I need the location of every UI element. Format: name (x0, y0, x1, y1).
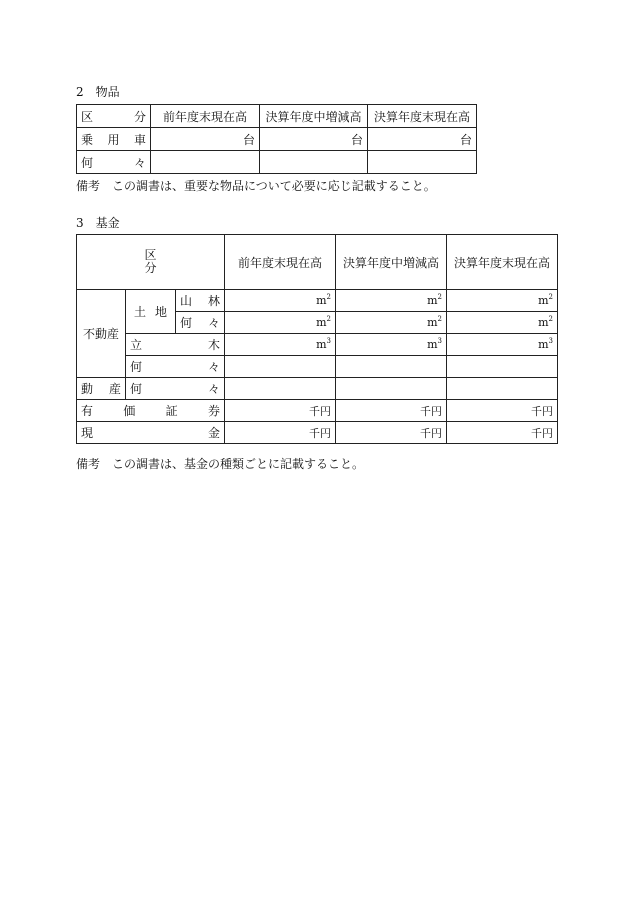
unit-cell (447, 312, 558, 334)
empty-cell (151, 151, 260, 174)
fund-note: 備考 この調書は、基金の種類ごとに記載すること。 (76, 457, 365, 471)
unit-text: m (538, 338, 549, 351)
unit-cell (225, 334, 336, 356)
row-label-standing-timber (126, 334, 225, 356)
unit-cell: 千円 (225, 400, 336, 422)
unit-cell: 台 (368, 128, 477, 151)
empty-cell (447, 356, 558, 378)
unit-sup: 2 (437, 315, 443, 323)
section-heading-goods: 2 物品 (76, 85, 120, 99)
unit-cell: 台 (151, 128, 260, 151)
table-header-row (77, 105, 477, 128)
unit-sup: 2 (326, 293, 332, 301)
unit-sup: 2 (548, 293, 554, 301)
label-char: 産 (108, 382, 121, 396)
label-char: 木 (208, 338, 221, 352)
label-char: 々 (208, 382, 221, 396)
empty-cell (336, 378, 447, 400)
fund-table (76, 234, 558, 444)
header-kubun (77, 235, 225, 290)
header-change: 決算年度中増減高 (336, 235, 447, 290)
unit-cell: 台 (260, 128, 368, 151)
table-row (77, 356, 558, 378)
label-char: 何 (130, 360, 143, 374)
label-char: 山 (180, 294, 193, 308)
table-row (77, 290, 558, 312)
unit-cell (336, 334, 447, 356)
header-kubun-top: 区 (144, 248, 157, 262)
label-char: 動 (81, 382, 94, 396)
header-year-end-balance: 決算年度末現在高 (368, 105, 477, 128)
row-group-movables (77, 378, 126, 400)
label-char: 何 (130, 382, 143, 396)
table-row (77, 400, 558, 422)
unit-text: m (316, 316, 327, 329)
header-change: 決算年度中増減高 (260, 105, 368, 128)
row-label-securities (77, 400, 225, 422)
unit-cell (336, 312, 447, 334)
unit-text: m (427, 316, 438, 329)
unit-cell: 千円 (336, 422, 447, 444)
unit-cell: 千円 (447, 400, 558, 422)
empty-cell (368, 151, 477, 174)
label-char: 何 (180, 316, 193, 330)
table-row (77, 128, 477, 151)
label-char: 立 (130, 338, 143, 352)
unit-sup: 2 (548, 315, 554, 323)
label-char: 乗 (81, 132, 94, 147)
unit-cell (225, 290, 336, 312)
table-row (77, 378, 558, 400)
empty-cell (447, 378, 558, 400)
unit-text: m (316, 294, 327, 307)
row-group-real-estate: 不動産 (77, 290, 126, 378)
row-label-other (77, 151, 151, 174)
header-kubun (77, 105, 151, 128)
header-prev-year-balance: 前年度末現在高 (151, 105, 260, 128)
unit-cell: 千円 (336, 400, 447, 422)
unit-cell: 千円 (447, 422, 558, 444)
header-char: 分 (133, 109, 146, 124)
unit-cell (336, 290, 447, 312)
unit-text: m (427, 338, 438, 351)
label-char: 地 (154, 305, 167, 319)
unit-sup: 2 (437, 293, 443, 301)
goods-note: 備考 この調書は、重要な物品について必要に応じ記載すること。 (76, 179, 436, 193)
empty-cell (260, 151, 368, 174)
label-char: 金 (208, 426, 221, 440)
label-char: 林 (208, 294, 221, 308)
label-char: 々 (208, 316, 221, 330)
header-char: 区 (81, 109, 94, 124)
goods-table (76, 104, 477, 174)
unit-cell: 千円 (225, 422, 336, 444)
label-char: 車 (133, 132, 146, 147)
table-row (77, 422, 558, 444)
unit-sup: 2 (326, 315, 332, 323)
unit-text: m (538, 316, 549, 329)
row-label-forest (176, 290, 225, 312)
table-row (77, 334, 558, 356)
label-char: 券 (207, 404, 220, 418)
unit-cell (225, 312, 336, 334)
unit-sup: 3 (326, 337, 332, 345)
table-row (77, 151, 477, 174)
label-char: 価 (123, 404, 136, 418)
unit-cell (447, 334, 558, 356)
unit-sup: 3 (548, 337, 554, 345)
header-prev-year-balance: 前年度末現在高 (225, 235, 336, 290)
unit-text: m (427, 294, 438, 307)
empty-cell (225, 378, 336, 400)
label-char: 々 (133, 155, 146, 170)
unit-cell (447, 290, 558, 312)
row-label-other (126, 356, 225, 378)
label-char: 証 (165, 404, 178, 418)
label-char: 々 (208, 360, 221, 374)
section-heading-fund: 3 基金 (76, 216, 120, 230)
row-label-other (176, 312, 225, 334)
row-subgroup-land (126, 290, 176, 334)
row-label-cash (77, 422, 225, 444)
header-kubun-bottom: 分 (144, 261, 157, 275)
label-char: 現 (81, 426, 94, 440)
unit-text: m (538, 294, 549, 307)
unit-sup: 3 (437, 337, 443, 345)
header-year-end-balance: 決算年度末現在高 (447, 235, 558, 290)
label-char: 何 (81, 155, 94, 170)
label-char: 有 (81, 404, 94, 418)
table-header-row (77, 235, 558, 290)
label-char: 土 (134, 305, 147, 319)
row-label-other (126, 378, 225, 400)
label-char: 用 (107, 132, 120, 147)
empty-cell (336, 356, 447, 378)
empty-cell (225, 356, 336, 378)
unit-text: m (316, 338, 327, 351)
row-label-car (77, 128, 151, 151)
